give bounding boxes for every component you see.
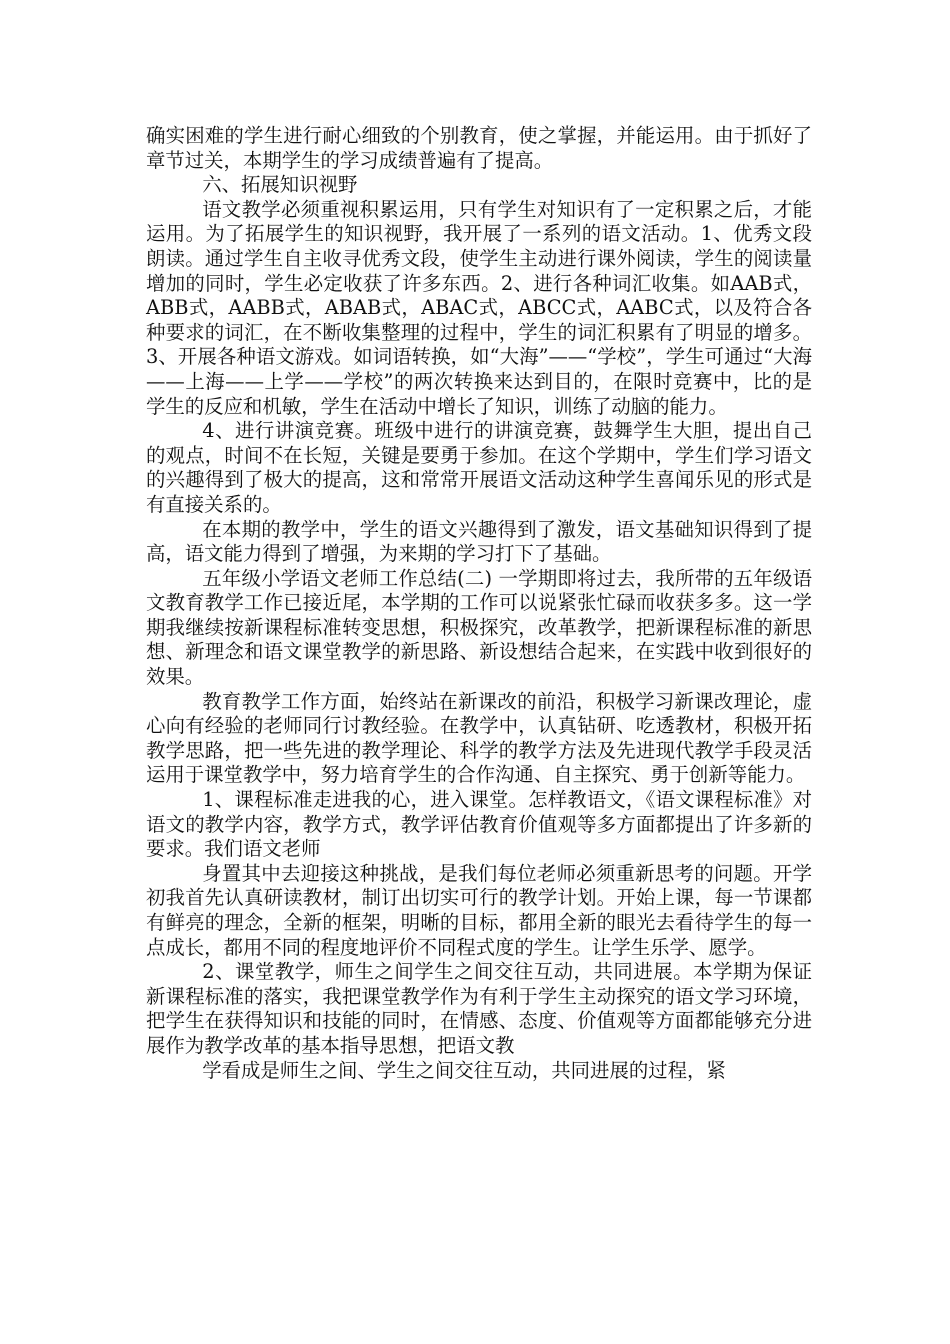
paragraph-5: 五年级小学语文老师工作总结(二) 一学期即将过去，我所带的五年级语文教育教学工作已接近尾，本学期的工作可以说紧张忙碌而收获多多。这一学期我继续按新课程标准转变思想，积极探究，改革教学，把新课程标准的新思想、新理念和语文课堂教学的新思路、新设想结合起来，在实践中收到很好的效果。 xyxy=(146,566,812,689)
paragraph-2: 语文教学必须重视积累运用，只有学生对知识有了一定积累之后，才能运用。为了拓展学生的知识视野，我开展了一系列的语文活动。1、优秀文段朗读。通过学生自主收寻优秀文段，使学生主动进行课外阅读，学生的阅读量增加的同时，学生必定收获了许多东西。2、进行各种词汇收集。如AAB式，ABB式，AABB式，ABAB式，ABAC式，ABCC式，AABC式，以及符合各种要求的词汇，在不断收集整理的过程中，学生的词汇积累有了明显的增多。3、开展各种语文游戏。如词语转换，如“大海”——“学校”，学生可通过“大海——上海——上学——学校”的两次转换来达到目的，在限时竞赛中，比的是学生的反应和机敏，学生在活动中增长了知识，训练了动脑的能力。 xyxy=(146,197,812,418)
document-page xyxy=(146,124,812,1083)
paragraph-8: 身置其中去迎接这种挑战，是我们每位老师必须重新思考的问题。开学初我首先认真研读教材，制订出切实可行的教学计划。开始上课，每一节课都有鲜亮的理念，全新的框架，明晰的目标，都用全新的眼光去看待学生的每一点成长，都用不同的程度地评价不同程式度的学生。让学生乐学、愿学。 xyxy=(146,861,812,959)
paragraph-7: 1、课程标准走进我的心，进入课堂。怎样教语文，《语文课程标准》对语文的教学内容，教学方式，教学评估教育价值观等多方面都提出了许多新的要求。我们语文老师 xyxy=(146,788,812,861)
paragraph-6: 教育教学工作方面，始终站在新课改的前沿，积极学习新课改理论，虚心向有经验的老师同行讨教经验。在教学中，认真钻研、吃透教材，积极开拓教学思路，把一些先进的教学理论、科学的教学方法及先进现代教学手段灵活运用于课堂教学中，努力培育学生的合作沟通、自主探究、勇于创新等能力。 xyxy=(146,689,812,787)
paragraph-3: 4、进行讲演竞赛。班级中进行的讲演竞赛，鼓舞学生大胆，提出自己的观点，时间不在长短，关键是要勇于参加。在这个学期中，学生们学习语文的兴趣得到了极大的提高，这和常常开展语文活动这种学生喜闻乐见的形式是有直接关系的。 xyxy=(146,419,812,516)
paragraph-4: 在本期的教学中，学生的语文兴趣得到了激发，语文基础知识得到了提高，语文能力得到了增强，为来期的学习打下了基础。 xyxy=(146,517,812,566)
paragraph-1: 确实困难的学生进行耐心细致的个别教育，使之掌握，并能运用。由于抓好了章节过关，本期学生的学习成绩普遍有了提高。 xyxy=(146,124,812,172)
paragraph-9: 2、课堂教学，师生之间学生之间交往互动，共同进展。本学期为保证新课程标准的落实，我把课堂教学作为有利于学生主动探究的语文学习环境，把学生在获得知识和技能的同时，在情感、态度、价值观等方面都能够充分进展作为教学改革的基本指导思想，把语文教 xyxy=(146,960,812,1057)
section-heading: 六、拓展知识视野 xyxy=(202,173,358,197)
paragraph-10: 学看成是师生之间、学生之间交往互动，共同进展的过程，紧 xyxy=(202,1058,726,1082)
